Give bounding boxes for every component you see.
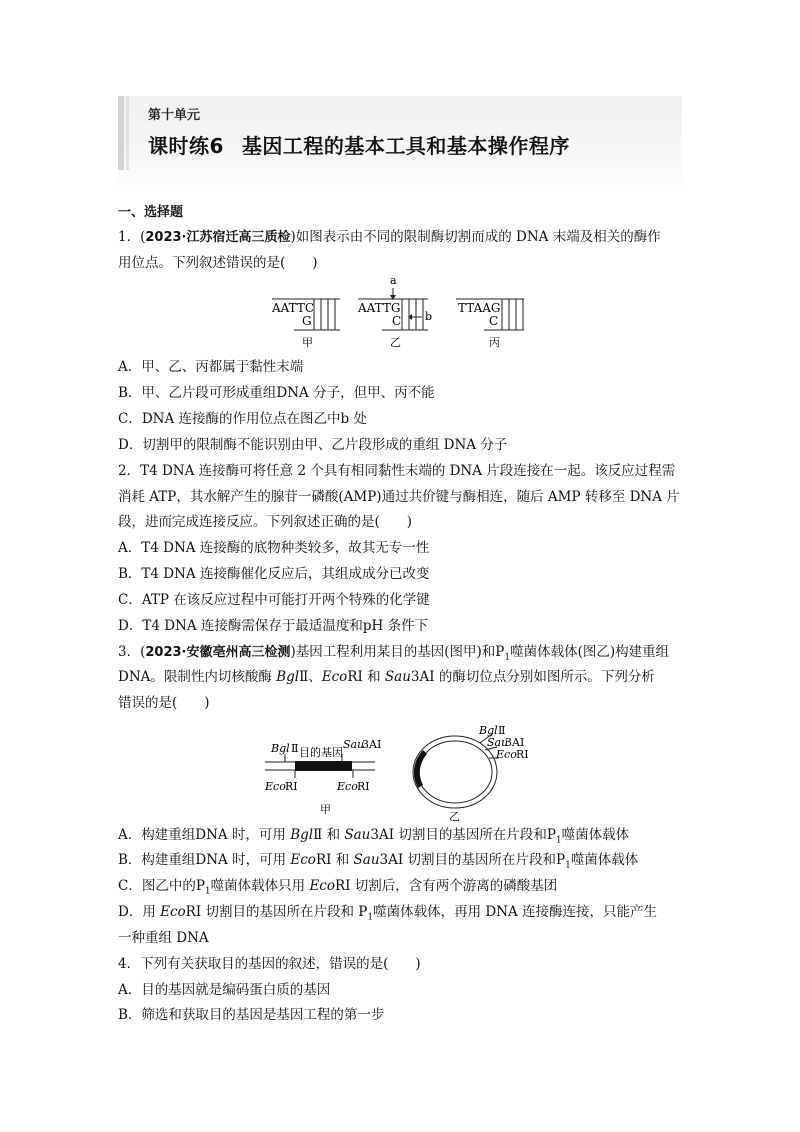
- title-main: 基因工程的基本工具和基本操作程序: [241, 134, 570, 158]
- plasmid-eco: Eco: [496, 748, 517, 761]
- q3-option-b: [118, 850, 638, 876]
- q3-stem-text-b: 噬菌体载体(图乙)构建重组: [510, 644, 670, 660]
- q2-stem-line2: 消耗 ATP，其水解产生的腺苷一磷酸(AMP)通过共价键与酶相连，随后 AMP 转移至 DNA 片: [118, 489, 680, 505]
- eco-label-left-2: RⅠ: [285, 780, 298, 793]
- bing-label: 丙: [489, 336, 500, 349]
- bgl-label: Bgl: [271, 742, 290, 755]
- q1-option-b: B．甲、乙片段可形成重组DNA 分子，但甲、丙不能: [118, 385, 435, 401]
- q3-sau: Sau: [384, 669, 411, 685]
- q3-b-1: B．构建重组DNA 时，可用: [118, 852, 291, 868]
- yi-bottom-seq: C: [392, 314, 402, 328]
- q3-c-2: 1: [204, 886, 211, 897]
- q3-d-3: RⅠ 切割目的基因所在片段和 P: [185, 904, 368, 920]
- q3-bgl-r: Ⅱ、: [299, 669, 322, 685]
- q3-a-3: Ⅱ 和: [313, 827, 345, 843]
- q3-eco: Eco: [321, 669, 348, 685]
- mark-a: a: [390, 276, 397, 287]
- q1-figure: [260, 276, 540, 352]
- plasmid-sau-2: 3AⅠ: [505, 736, 525, 749]
- jia-top-seq: AATTC: [272, 301, 315, 315]
- q3-figure: [255, 720, 555, 825]
- q1-option-a: A．甲、乙、丙都属于黏性末端: [118, 359, 304, 375]
- q3-a-2: Bgl: [290, 827, 314, 843]
- eco-label-right: Eco: [337, 780, 358, 793]
- yi-top-seq: AATTG: [358, 301, 401, 315]
- bgl-label-2: Ⅱ: [291, 742, 299, 755]
- title-prefix: 课时练6: [148, 134, 224, 158]
- q3-stem-sub: 1: [504, 652, 511, 663]
- q2-option-c: C．ATP 在该反应过程中可能打开两个特殊的化学键: [118, 592, 430, 608]
- q4-option-b: B．筛选和获取目的基因是基因工程的第一步: [118, 1007, 385, 1023]
- q2-stem-line3: 段，进而完成连接反应。下列叙述正确的是( ): [118, 514, 413, 530]
- q3-d-1: D．用: [118, 904, 161, 920]
- q3-option-d: [118, 902, 657, 928]
- q3-b-3: RⅠ 和: [315, 852, 354, 868]
- q3-bgl: Bgl: [276, 669, 300, 685]
- yi-label: 乙: [390, 336, 401, 349]
- q1-source: 2023·江苏宿迁高三质检: [145, 230, 291, 245]
- bing-bottom-seq: C: [489, 314, 499, 328]
- q2-option-b: B．T4 DNA 连接酶催化反应后，其组成成分已改变: [118, 566, 430, 582]
- q3-sau-r: 3AⅠ 的酶切位点分别如图所示。下列分析: [410, 669, 655, 685]
- plasmid-sau: Sau: [487, 736, 509, 749]
- q2-option-a: A．T4 DNA 连接酶的底物种类较多，故其无专一性: [118, 540, 430, 556]
- sau-label: Sau: [343, 738, 365, 751]
- jia-bottom-seq: G: [302, 314, 312, 328]
- q3-stem-line2: [118, 667, 655, 687]
- q3-line2-a: DNA。限制性内切核酸酶: [118, 669, 277, 685]
- q3-stem-line3: 错误的是( ): [118, 695, 210, 711]
- q4-option-a: A．目的基因就是编码蛋白质的基因: [118, 982, 331, 998]
- page-title: [148, 130, 570, 159]
- gene-label: 目的基因: [299, 746, 343, 759]
- q3-eco-r: RⅠ 和: [347, 669, 385, 685]
- q3-c-3: 噬菌体载体只用: [210, 878, 310, 894]
- q3-d-2: Eco: [160, 904, 186, 920]
- jia-fig-label: 甲: [320, 803, 331, 816]
- q3-b-4: Sau: [353, 852, 380, 868]
- plasmid-gene-region: [414, 750, 427, 788]
- jia-label: 甲: [302, 336, 313, 349]
- section-heading: 一、选择题: [118, 205, 184, 220]
- q3-c-1: C．图乙中的P: [118, 878, 205, 894]
- q3-option-d-cont: 一种重组 DNA: [118, 930, 209, 946]
- eco-label-left: Eco: [265, 780, 286, 793]
- q3-stem-line1: [118, 642, 669, 668]
- q1-num: 1．(: [118, 229, 146, 245]
- q3-b-2: Eco: [290, 852, 316, 868]
- plasmid-eco-2: RⅠ: [516, 748, 529, 761]
- bing-top-seq: TTAAG: [458, 301, 501, 315]
- q3-d-5: 噬菌体载体，再用 DNA 连接酶连接，只能产生: [373, 904, 658, 920]
- plasmid-bgl-2: Ⅱ: [498, 724, 506, 737]
- q3-num: 3．(: [118, 644, 146, 660]
- q2-stem-line1: 2．T4 DNA 连接酶可将任意 2 个具有相同黏性末端的 DNA 片段连接在一起。该反应过程需: [118, 463, 676, 479]
- q2-option-d: D．T4 DNA 连接酶需保存于最适温度和pH 条件下: [118, 618, 429, 634]
- q3-a-6: 1: [555, 835, 562, 846]
- q1-stem-a: )如图表示由不同的限制酶切割而成的 DNA 末端及相关的酶作: [290, 229, 661, 245]
- header-accent-bar: [118, 96, 124, 170]
- target-gene-segment: [295, 761, 352, 771]
- q3-stem-text-a: )基因工程利用某目的基因(图甲)和P: [290, 644, 505, 660]
- yi-fig-label: 乙: [449, 810, 460, 823]
- plasmid-bgl: Bgl: [479, 724, 498, 737]
- header-accent-bar-2: [126, 96, 129, 170]
- q3-b-7: 噬菌体载体: [570, 852, 639, 868]
- q3-c-5: RⅠ 切割后，含有两个游离的磷酸基团: [335, 878, 558, 894]
- q1-option-c: C．DNA 连接酶的作用位点在图乙中b 处: [118, 411, 367, 427]
- q3-a-7: 噬菌体载体: [561, 827, 630, 843]
- page-header: [118, 96, 682, 192]
- eco-label-right-2: RⅠ: [357, 780, 370, 793]
- q3-option-a: [118, 825, 629, 851]
- q1-option-d: D．切割甲的限制酶不能识别由甲、乙片段形成的重组 DNA 分子: [118, 437, 508, 453]
- q3-b-6: 1: [565, 860, 571, 871]
- q3-a-5: 3AⅠ 切割目的基因所在片段和P: [370, 827, 556, 843]
- q3-b-5: 3AⅠ 切割目的基因所在片段和P: [379, 852, 566, 868]
- q3-option-c: [118, 876, 557, 902]
- q4-stem: 4．下列有关获取目的基因的叙述，错误的是( ): [118, 956, 421, 972]
- unit-label: 第十单元: [148, 108, 201, 123]
- q3-c-4: Eco: [309, 878, 335, 894]
- q3-a-4: Sau: [344, 827, 371, 843]
- q3-a-1: A．构建重组DNA 时，可用: [118, 827, 291, 843]
- mark-b: b: [425, 310, 433, 323]
- q3-source: 2023·安徽亳州高三检测: [145, 645, 291, 660]
- q1-stem-line2: 用位点。下列叙述错误的是( ): [118, 255, 318, 271]
- sau-label-2: 3AⅠ: [362, 738, 382, 751]
- q1-stem-line1: [118, 227, 661, 248]
- q3-d-4: 1: [367, 912, 374, 923]
